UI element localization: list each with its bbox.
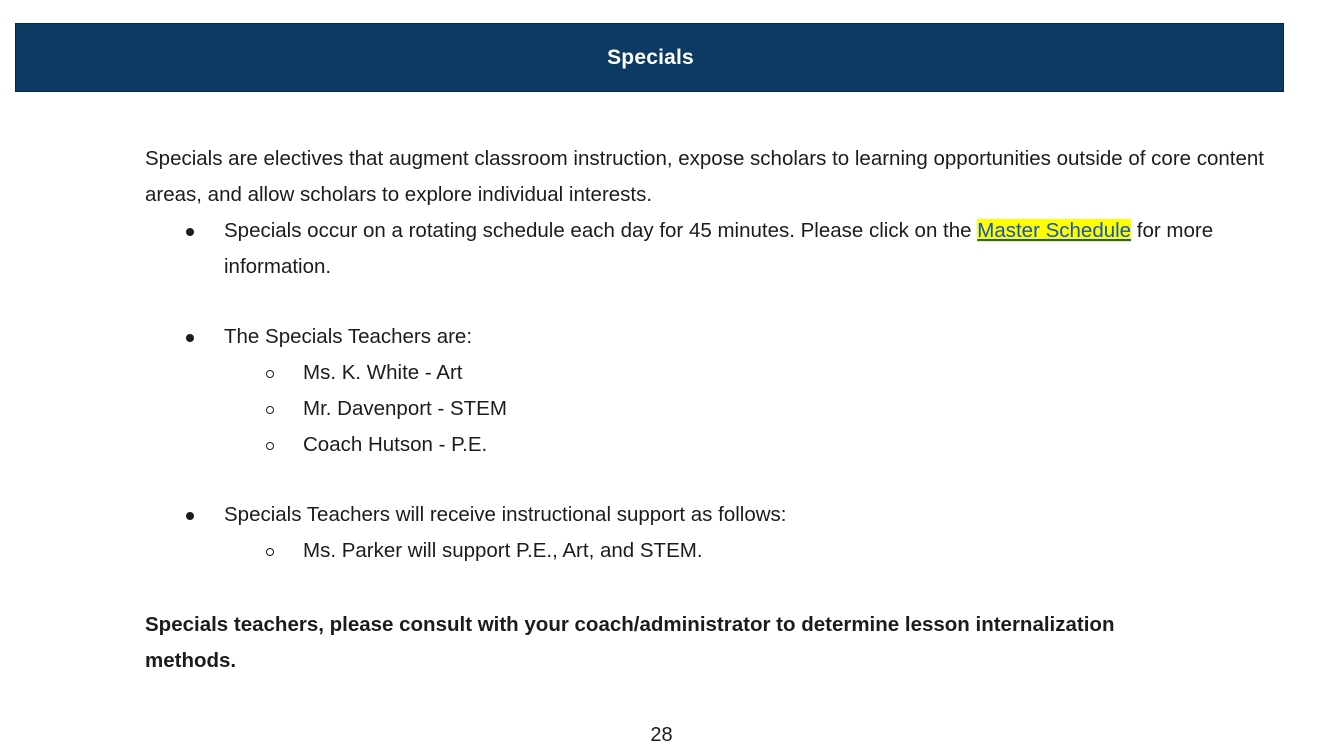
list-item <box>145 427 1315 463</box>
bullet-disc-icon <box>186 334 194 342</box>
list-item <box>145 533 1315 569</box>
bullet-circle-icon <box>266 548 274 556</box>
teachers-sub-list <box>224 355 1315 463</box>
list-item <box>145 355 1315 391</box>
bullet-circle-icon <box>266 406 274 414</box>
main-bullet-list <box>145 213 1315 569</box>
teacher-art: Ms. K. White - Art <box>303 361 463 384</box>
section-header-bar <box>15 23 1284 92</box>
list-item <box>145 391 1315 427</box>
document-body <box>145 141 1315 679</box>
support-sub-list <box>224 533 1315 569</box>
section-title: Specials <box>607 45 694 69</box>
intro-paragraph: Specials are electives that augment classroom instruction, expose scholars to learning opportunities outside of core content areas, and allow scholars to explore individual interests. <box>145 147 1265 206</box>
teachers-label: The Specials Teachers are: <box>224 325 473 348</box>
support-detail: Ms. Parker will support P.E., Art, and STEM. <box>303 539 703 562</box>
teacher-pe: Coach Hutson - P.E. <box>303 433 488 456</box>
list-item-teachers <box>145 319 1315 463</box>
support-label: Specials Teachers will receive instructional support as follows: <box>224 503 787 526</box>
bullet-disc-icon <box>186 512 194 520</box>
bullet-circle-icon <box>266 370 274 378</box>
page-number: 28 <box>650 724 673 746</box>
closing-note: Specials teachers, please consult with your coach/administrator to determine lesson internalization methods. <box>145 613 1115 672</box>
list-item-support <box>145 497 1315 569</box>
bullet-disc-icon <box>186 228 194 236</box>
master-schedule-link[interactable]: Master Schedule <box>977 219 1132 242</box>
schedule-text-end: for more information. <box>224 219 1214 278</box>
bullet-circle-icon <box>266 442 274 450</box>
schedule-text: Specials occur on a rotating schedule each day for 45 minutes. Please click on the <box>224 219 978 242</box>
list-item-schedule <box>145 213 1315 285</box>
teacher-stem: Mr. Davenport - STEM <box>303 397 507 420</box>
